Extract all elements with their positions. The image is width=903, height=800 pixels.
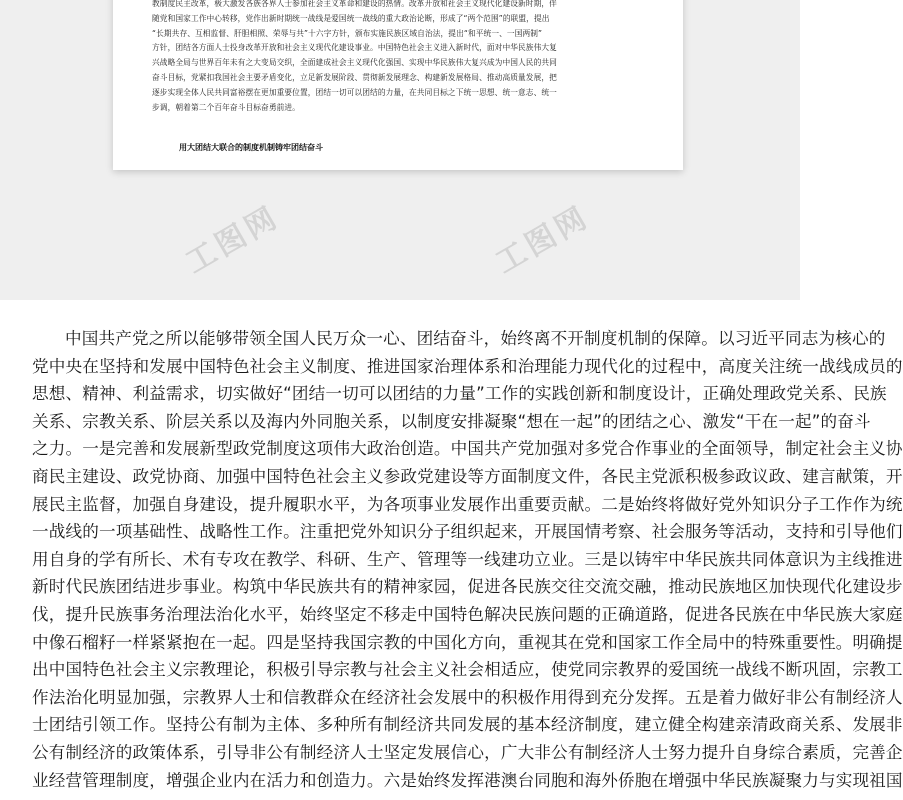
body-line: 展民主监督，加强自身建设，提升履职水平，为各项事业发展作出重要贡献。二是始终将做好党外知识分子工作作为统 [32,494,903,514]
preview-line: 随党和国家工作中心转移，党作出新时期统一战线是爱国统一战线的重大政治论断，形成了“两个范围”的联盟，提出 [152,13,550,23]
body-line: 士团结引领工作。坚持公有制为主体、多种所有制经济共同发展的基本经济制度，建立健全构建亲清政商关系、发展非 [32,715,903,735]
body-line: 公有制经济的政策体系，引导非公有制经济人士坚定发展信心，广大非公有制经济人士努力提升自身综合素质，完善企 [32,742,903,762]
body-line: 关系、宗教关系、阶层关系以及海内外同胞关系，以制度安排凝聚“想在一起”的团结之心、激发“干在一起”的奋斗 [32,411,871,431]
preview-line: 逐步实现全体人民共同富裕摆在更加重要位置，团结一切可以团结的力量，在共同目标之下统一思想、统一意志、统一 [152,87,557,97]
body-line: 中像石榴籽一样紧紧抱在一起。四是坚持我国宗教的中国化方向，重视其在党和国家工作全局中的特殊重要性。明确提 [32,632,903,652]
preview-line: 方针，团结各方面人士投身改革开放和社会主义现代化建设事业。中国特色社会主义进入新时代，面对中华民族伟大复 [152,43,557,53]
body-line: 之力。一是完善和发展新型政党制度这项伟大政治创造。中国共产党加强对多党合作事业的全面领导，制定社会主义协 [32,439,903,459]
preview-line: 兴战略全局与世界百年未有之大变局交织，全面建成社会主义现代化强国、实现中华民族伟大复兴成为中国人民的共同 [152,58,557,68]
body-paragraph [32,325,903,794]
preview-line: 步调，朝着第二个百年奋斗目标奋勇前进。 [152,102,300,112]
body-line: 一战线的一项基础性、战略性工作。注重把党外知识分子组织起来，开展国情考察、社会服务等活动，支持和引导他们 [32,522,903,542]
document-preview-card [113,0,683,170]
preview-subheading: 用大团结大联合的制度机制铸牢团结奋斗 [179,143,323,152]
document-preview-area [0,0,800,300]
body-line: 中国共产党之所以能够带领全国人民万众一心、团结奋斗，始终离不开制度机制的保障。以习近平同志为核心的 [65,329,886,348]
body-line: 商民主建设、政党协商、加强中国特色社会主义参政党建设等方面制度文件，各民主党派积极参政议政、建言献策，开 [32,466,903,486]
preview-line: 教制度民主改革，极大激发各族各界人士参加社会主义革命和建设的热情。改革开放和社会主义现代化建设新时期，伴 [152,0,557,8]
body-line: 出中国特色社会主义宗教理论，积极引导宗教与社会主义社会相适应，使党同宗教界的爱国统一战线不断巩固，宗教工 [32,660,903,680]
body-line: 用自身的学有所长、术有专攻在教学、科研、生产、管理等一线建功立业。三是以铸牢中华民族共同体意识为主线推进 [32,549,903,569]
preview-paragraph [152,0,648,115]
preview-line: “长期共存、互相监督、肝胆相照、荣辱与共”十六字方针，颁布实施民族区域自治法，提出“和平统一、一国两制” [152,28,543,38]
watermark: 工图网 [489,199,596,281]
body-line: 作法治化明显加强，宗教界人士和信教群众在经济社会发展中的积极作用得到充分发挥。五是着力做好非公有制经济人 [32,687,903,707]
body-line: 思想、精神、利益需求，切实做好“团结一切可以团结的力量”工作的实践创新和制度设计，正确处理政党关系、民族 [32,384,887,404]
body-line: 党中央在坚持和发展中国特色社会主义制度、推进国家治理体系和治理能力现代化的过程中，高度关注统一战线成员的 [32,356,903,376]
watermark: 工图网 [179,199,286,281]
body-line: 新时代民族团结进步事业。构筑中华民族共有的精神家园，促进各民族交往交流交融，推动民族地区加快现代化建设步 [32,577,903,597]
body-line: 业经营管理制度，增强企业内在活力和创造力。六是始终发挥港澳台同胞和海外侨胞在增强中华民族凝聚力与实现祖国 [32,770,903,790]
body-line: 伐，提升民族事务治理法治化水平，始终坚定不移走中国特色解决民族问题的正确道路，促进各民族在中华民族大家庭 [32,604,903,624]
preview-line: 奋斗目标，党紧扣我国社会主要矛盾变化，立足新发展阶段、贯彻新发展理念、构建新发展格局、推动高质量发展，把 [152,72,557,82]
